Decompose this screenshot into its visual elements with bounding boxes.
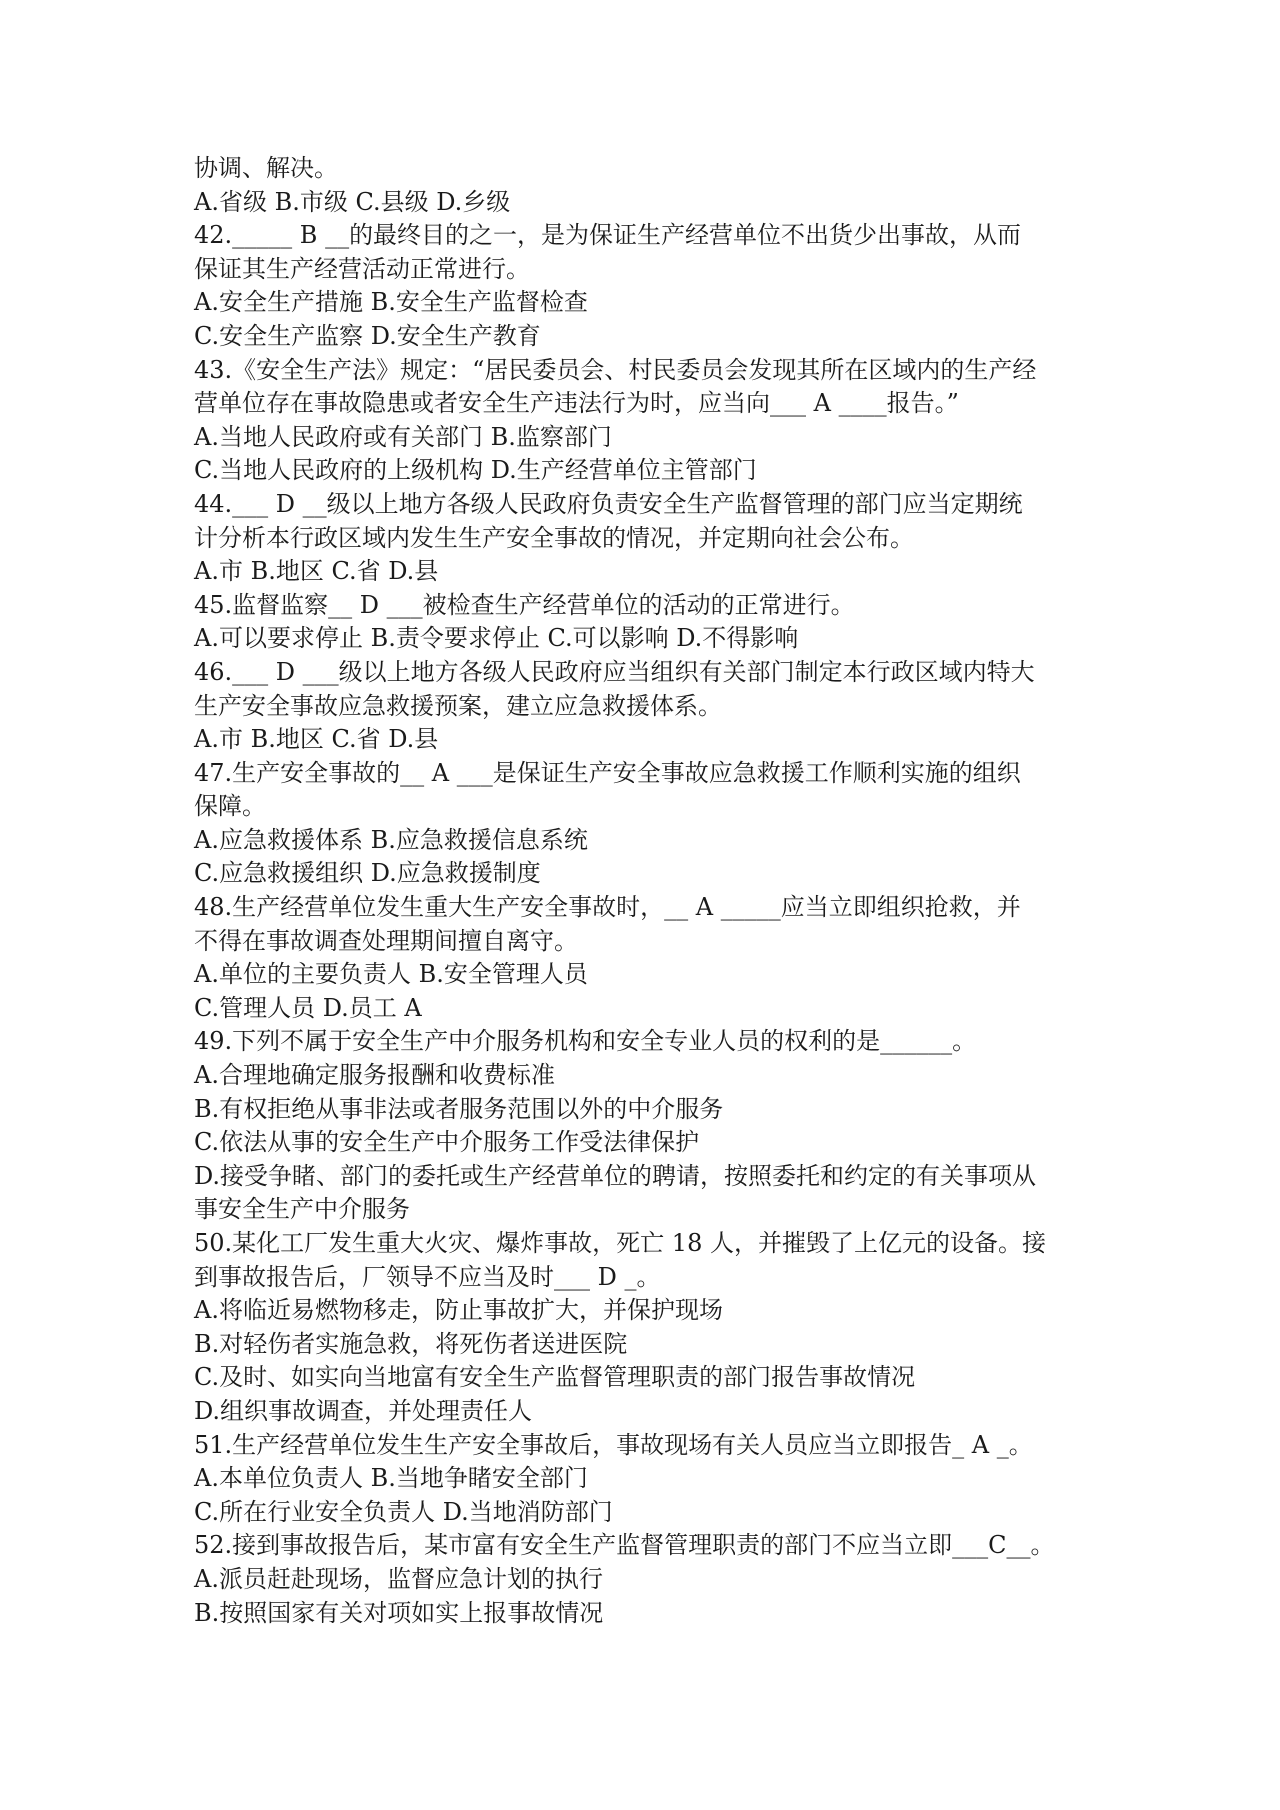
question-46: 46.___ D ___级以上地方各级人民政府应当组织有关部门制定本行政区域内特大 bbox=[194, 657, 1035, 686]
question-49: 49.下列不属于安全生产中介服务机构和安全专业人员的权利的是______。 bbox=[194, 1027, 977, 1056]
answer-option: A.合理地确定服务报酬和收费标准 bbox=[194, 1061, 555, 1090]
answer-options: A.安全生产措施 B.安全生产监督检查 bbox=[194, 288, 588, 317]
answer-options: A.单位的主要负责人 B.安全管理人员 bbox=[194, 960, 588, 989]
answer-option: C.及时、如实向当地富有安全生产监督管理职责的部门报告事故情况 bbox=[194, 1363, 916, 1392]
question-44: 44.___ D __级以上地方各级人民政府负责安全生产监督管理的部门应当定期统 bbox=[194, 489, 1023, 518]
question-43: 43.《安全生产法》规定：“居民委员会、村民委员会发现其所在区域内的生产经 bbox=[194, 355, 1037, 384]
text-line: 协调、解决。 bbox=[194, 154, 338, 182]
answer-options: C.应急救援组织 D.应急救援制度 bbox=[194, 859, 541, 888]
text-line: 计分析本行政区域内发生生产安全事故的情况，并定期向社会公布。 bbox=[194, 523, 914, 552]
answer-options: A.应急救援体系 B.应急救援信息系统 bbox=[194, 825, 588, 854]
answer-options: C.当地人民政府的上级机构 D.生产经营单位主管部门 bbox=[194, 456, 757, 485]
question-47: 47.生产安全事故的__ A ___是保证生产安全事故应急救援工作顺利实施的组织 bbox=[194, 758, 1021, 787]
answer-options: A.市 B.地区 C.省 D.县 bbox=[194, 557, 439, 586]
text-line: 保障。 bbox=[194, 792, 266, 821]
answer-options: C.所在行业安全负责人 D.当地消防部门 bbox=[194, 1497, 613, 1526]
answer-option: B.对轻伤者实施急救，将死伤者送进医院 bbox=[194, 1329, 628, 1358]
text-line: 生产安全事故应急救援预案，建立应急救援体系。 bbox=[194, 691, 722, 720]
answer-options: A.本单位负责人 B.当地争睹安全部门 bbox=[194, 1464, 588, 1493]
answer-options: A.可以要求停止 B.责令要求停止 C.可以影响 D.不得影响 bbox=[194, 624, 799, 653]
answer-options: C.管理人员 D.员工 A bbox=[194, 993, 422, 1022]
question-42: 42._____ B __的最终目的之一，是为保证生产经营单位不出货少出事故，从而 bbox=[194, 221, 1022, 250]
answer-option: C.依法从事的安全生产中介服务工作受法律保护 bbox=[194, 1128, 700, 1157]
text-line: 保证其生产经营活动正常进行。 bbox=[194, 254, 530, 283]
text-line: 营单位存在事故隐患或者安全生产违法行为时，应当向___ A ____报告。” bbox=[194, 389, 959, 418]
answer-option: B.有权拒绝从事非法或者服务范围以外的中介服务 bbox=[194, 1094, 724, 1123]
answer-options: C.安全生产监察 D.安全生产教育 bbox=[194, 321, 541, 350]
text-line: 不得在事故调查处理期间擅自离守。 bbox=[194, 926, 578, 955]
question-51: 51.生产经营单位发生生产安全事故后，事故现场有关人员应当立即报告_ A _。 bbox=[194, 1430, 1033, 1459]
answer-option: D.组织事故调查，并处理责任人 bbox=[194, 1396, 533, 1425]
answer-option: A.派员赶赴现场，监督应急计划的执行 bbox=[194, 1564, 603, 1593]
question-45: 45.监督监察__ D ___被检查生产经营单位的活动的正常进行。 bbox=[194, 590, 855, 619]
document-page bbox=[194, 152, 1094, 1630]
question-52: 52.接到事故报告后，某市富有安全生产监督管理职责的部门不应当立即___C__。 bbox=[194, 1531, 1055, 1560]
text-line: 事安全生产中介服务 bbox=[194, 1195, 410, 1224]
text-line: 到事故报告后，厂领导不应当及时___ D _。 bbox=[194, 1262, 661, 1291]
answer-options: A.省级 B.市级 C.县级 D.乡级 bbox=[194, 187, 511, 216]
question-50: 50.某化工厂发生重大火灾、爆炸事故，死亡 18 人，并摧毁了上亿元的设备。接 bbox=[194, 1229, 1046, 1257]
answer-option: B.按照国家有关对项如实上报事故情况 bbox=[194, 1598, 604, 1627]
answer-option: A.将临近易燃物移走，防止事故扩大，并保护现场 bbox=[194, 1296, 723, 1325]
answer-option: D.接受争睹、部门的委托或生产经营单位的聘请，按照委托和约定的有关事项从 bbox=[194, 1161, 1037, 1190]
answer-options: A.市 B.地区 C.省 D.县 bbox=[194, 725, 439, 754]
answer-options: A.当地人民政府或有关部门 B.监察部门 bbox=[194, 422, 612, 451]
question-48: 48.生产经营单位发生重大生产安全事故时，__ A _____应当立即组织抢救，并 bbox=[194, 893, 1021, 922]
